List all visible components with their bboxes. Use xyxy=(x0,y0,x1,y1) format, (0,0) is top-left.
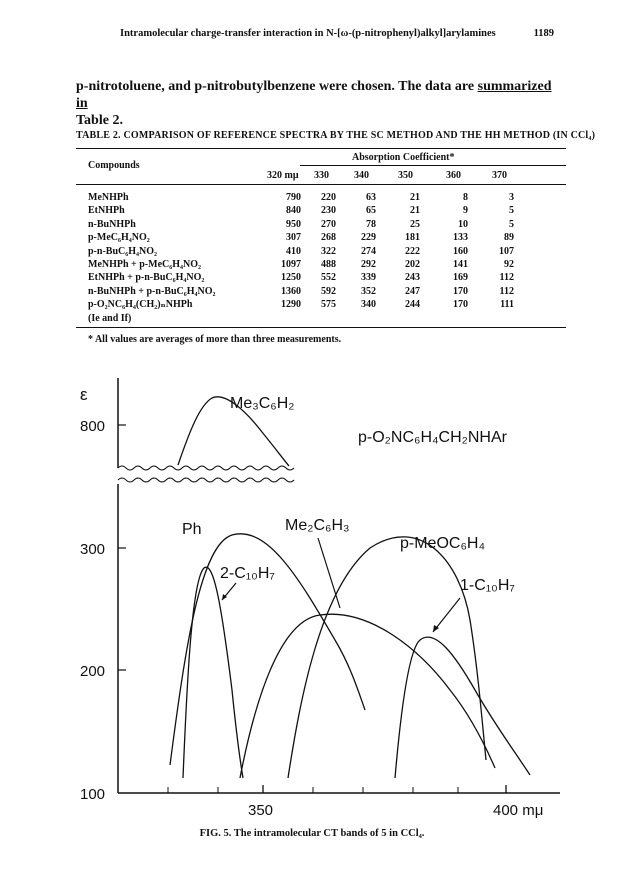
value-cell: 170 xyxy=(453,299,468,311)
value-cell: 170 xyxy=(453,285,468,297)
value-cell: 65 xyxy=(366,205,376,217)
series-me2c6h3-curve xyxy=(240,614,495,778)
value-cell: 222 xyxy=(405,245,420,257)
value-cell: 141 xyxy=(453,259,468,270)
table-footnote: * All values are averages of more than three measurements. xyxy=(88,334,342,345)
y-tick-label-100: 100 xyxy=(80,786,106,803)
value-cell: 21 xyxy=(410,205,420,217)
value-cell: 270 xyxy=(321,218,336,230)
y-axis-symbol: ε xyxy=(80,385,88,404)
series-p-meoc6h4-curve xyxy=(288,537,486,778)
column-header: 360 xyxy=(446,170,461,181)
series-label-p-meoc6h4: p-MeOC₆H₄ xyxy=(400,535,485,552)
column-header: 340 xyxy=(354,170,369,181)
x-tick-label-350: 350 xyxy=(248,802,274,819)
value-cell: 575 xyxy=(321,299,336,311)
compound-cell: EtNHPh + p-n-BuC₆H₄NO₂ xyxy=(88,272,205,284)
value-cell: 790 xyxy=(286,192,301,203)
series-label-me3c6h2: Me₃C₆H₂ xyxy=(230,395,295,412)
value-cell: 322 xyxy=(321,245,336,257)
value-cell: 552 xyxy=(321,272,336,284)
axis-break-upper xyxy=(118,466,294,470)
value-cell: 1250 xyxy=(281,272,301,284)
value-cell: 25 xyxy=(410,218,420,230)
series-2-c10h7-curve xyxy=(183,567,243,778)
compound-label: p-O₂NC₆H₄CH₂NHAr xyxy=(358,429,507,446)
value-cell: 9 xyxy=(463,205,468,217)
table-caption: TABLE 2. COMPARISON OF REFERENCE SPECTRA BY THE SC METHOD AND THE HH METHOD (IN CCl₄) xyxy=(76,130,596,141)
value-cell: 107 xyxy=(499,245,514,257)
column-header: 330 xyxy=(314,170,329,181)
running-title: Intramolecular charge-transfer interaction in N-[ω-(p-nitrophenyl)alkyl]arylamines xyxy=(120,28,496,39)
compound-cell: p-O₂NC₆H₄(CH₂)ₙNHPh xyxy=(88,299,193,311)
value-cell: 592 xyxy=(321,285,336,297)
value-cell: 111 xyxy=(500,299,514,311)
value-cell: 1360 xyxy=(281,285,301,297)
compound-cell: n-BuNHPh xyxy=(88,218,136,230)
value-cell: 5 xyxy=(509,205,514,217)
value-cell: 63 xyxy=(366,192,376,203)
value-cell: 840 xyxy=(286,205,301,217)
value-cell: 244 xyxy=(405,299,420,311)
series-label-me2c6h3: Me₂C₆H₃ xyxy=(285,517,350,534)
value-cell: 181 xyxy=(405,232,420,244)
value-cell: 89 xyxy=(504,232,514,244)
y-tick-label-300: 300 xyxy=(80,541,106,558)
value-cell: 340 xyxy=(361,299,376,311)
compounds-header: Compounds xyxy=(88,160,140,171)
value-cell: 112 xyxy=(499,272,514,284)
row-note: (Ie and If) xyxy=(88,313,132,324)
value-cell: 950 xyxy=(286,218,301,230)
value-cell: 10 xyxy=(458,218,468,230)
value-cell: 78 xyxy=(366,218,376,230)
absorption-coefficient-header: Absorption Coefficient* xyxy=(352,152,455,163)
value-cell: 169 xyxy=(453,272,468,284)
intro-line-2: Table 2. xyxy=(76,113,123,128)
page-number: 1189 xyxy=(533,28,554,39)
x-tick-label-400: 400 mμ xyxy=(493,802,544,819)
y-tick-label-200: 200 xyxy=(80,663,106,680)
value-cell: 92 xyxy=(504,259,514,270)
pointer-me2c6h3 xyxy=(318,538,340,608)
compound-cell: n-BuNHPh + p-n-BuC₆H₄NO₂ xyxy=(88,285,216,297)
compound-cell: MeNHPh xyxy=(88,192,129,203)
value-cell: 410 xyxy=(286,245,301,257)
value-cell: 488 xyxy=(321,259,336,270)
value-cell: 1097 xyxy=(281,259,301,270)
figure-caption: FIG. 5. The intramolecular CT bands of 5 in CCl₄. xyxy=(199,828,425,839)
value-cell: 268 xyxy=(321,232,336,244)
series-label-ph: Ph xyxy=(182,521,202,538)
value-cell: 229 xyxy=(361,232,376,244)
series-label-2-c10h7: 2-C₁₀H₇ xyxy=(220,565,275,582)
intro-text: p-nitrotoluene, and p-nitrobutylbenzene were chosen. The data are xyxy=(76,79,478,94)
value-cell: 352 xyxy=(361,285,376,297)
value-cell: 220 xyxy=(321,192,336,203)
column-header: 370 xyxy=(492,170,507,181)
axis-break-lower xyxy=(118,478,294,482)
value-cell: 5 xyxy=(509,218,514,230)
value-cell: 3 xyxy=(509,192,514,203)
value-cell: 21 xyxy=(410,192,420,203)
value-cell: 230 xyxy=(321,205,336,217)
series-label-1-c10h7: 1-C₁₀H₇ xyxy=(460,577,515,594)
compound-cell: EtNHPh xyxy=(88,205,125,217)
value-cell: 243 xyxy=(405,272,420,284)
value-cell: 292 xyxy=(361,259,376,270)
compound-cell: p-MeC₆H₄NO₂ xyxy=(88,232,150,244)
value-cell: 1290 xyxy=(281,299,301,311)
column-header: 320 mμ xyxy=(267,170,299,181)
value-cell: 160 xyxy=(453,245,468,257)
value-cell: 274 xyxy=(361,245,376,257)
y-tick-label-800: 800 xyxy=(80,418,106,435)
intro-underlined-text: summarized in xyxy=(76,79,552,111)
value-cell: 339 xyxy=(361,272,376,284)
value-cell: 202 xyxy=(405,259,420,270)
compound-cell: p-n-BuC₆H₄NO₂ xyxy=(88,245,158,257)
value-cell: 307 xyxy=(286,232,301,244)
column-header: 350 xyxy=(398,170,413,181)
value-cell: 247 xyxy=(405,285,420,297)
value-cell: 8 xyxy=(463,192,468,203)
compound-cell: MeNHPh + p-MeC₆H₄NO₂ xyxy=(88,259,202,270)
value-cell: 112 xyxy=(499,285,514,297)
value-cell: 133 xyxy=(453,232,468,244)
